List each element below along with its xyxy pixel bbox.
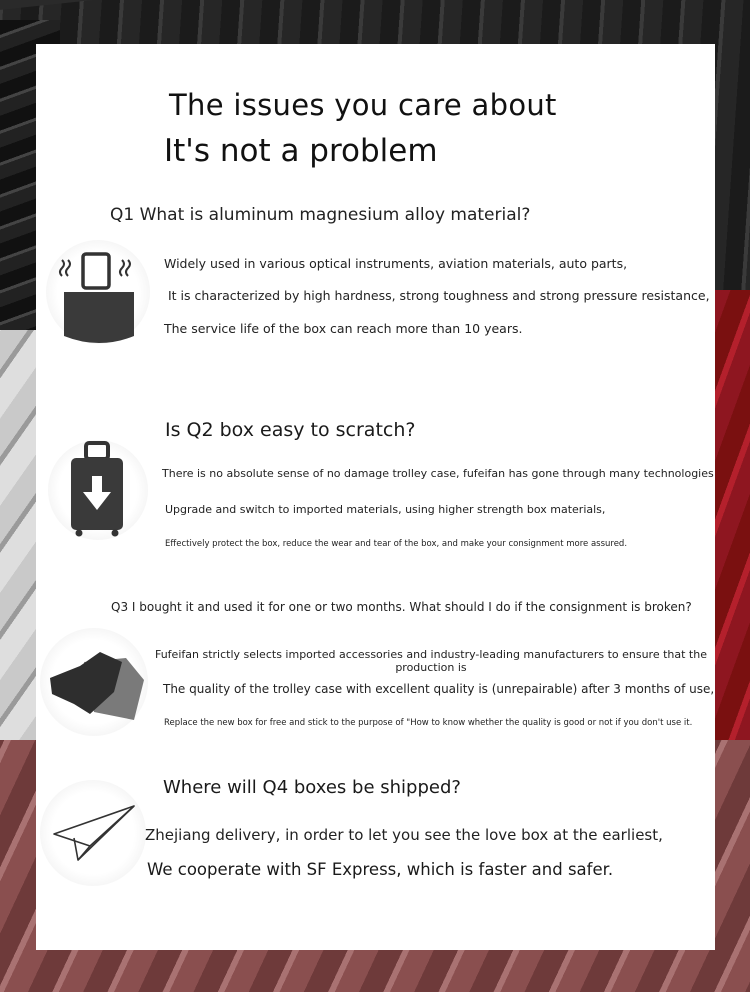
q1-line-3: The service life of the box can reach more than 10 years.	[164, 321, 523, 336]
q2-line-3: Effectively protect the box, reduce the wear and tear of the box, and make your consignment more assured.	[165, 539, 628, 549]
q1-title: Q1 What is aluminum magnesium alloy material?	[110, 205, 531, 225]
q1-line-1: Widely used in various optical instruments, aviation materials, auto parts,	[164, 256, 628, 271]
headline-line-2: It's not a problem	[164, 133, 438, 169]
q3-line-3: Replace the new box for free and stick to the purpose of "How to know whether the quality is good or not if you don't use it.	[164, 718, 693, 728]
q3-line-2: The quality of the trolley case with excellent quality is (unrepairable) after 3 months of use,	[163, 682, 715, 696]
q2-line-1: There is no absolute sense of no damage trolley case, fufeifan has gone through many technologies	[162, 467, 714, 480]
q2-line-2: Upgrade and switch to imported materials, using higher strength box materials,	[165, 503, 606, 516]
q4-title: Where will Q4 boxes be shipped?	[163, 777, 461, 798]
headline-line-1: The issues you care about	[169, 88, 557, 122]
q3-title: Q3 I bought it and used it for one or two months. What should I do if the consignment is broken?	[111, 600, 692, 614]
trolley-down-arrow-icon	[68, 440, 126, 538]
paper-plane-icon	[52, 804, 136, 864]
heat-luggage-icon	[58, 250, 140, 346]
faq-panel	[36, 44, 715, 950]
q1-line-2: It is characterized by high hardness, strong toughness and strong pressure resistance,	[168, 288, 710, 303]
q4-line-1: Zhejiang delivery, in order to let you see the love box at the earliest,	[145, 826, 663, 844]
q2-title: Is Q2 box easy to scratch?	[165, 419, 416, 441]
q3-line-1: Fufeifan strictly selects imported accessories and industry-leading manufacturers to ensure that the production is	[154, 648, 707, 674]
q4-line-2: We cooperate with SF Express, which is faster and safer.	[147, 860, 614, 879]
broken-shards-icon	[48, 648, 144, 720]
